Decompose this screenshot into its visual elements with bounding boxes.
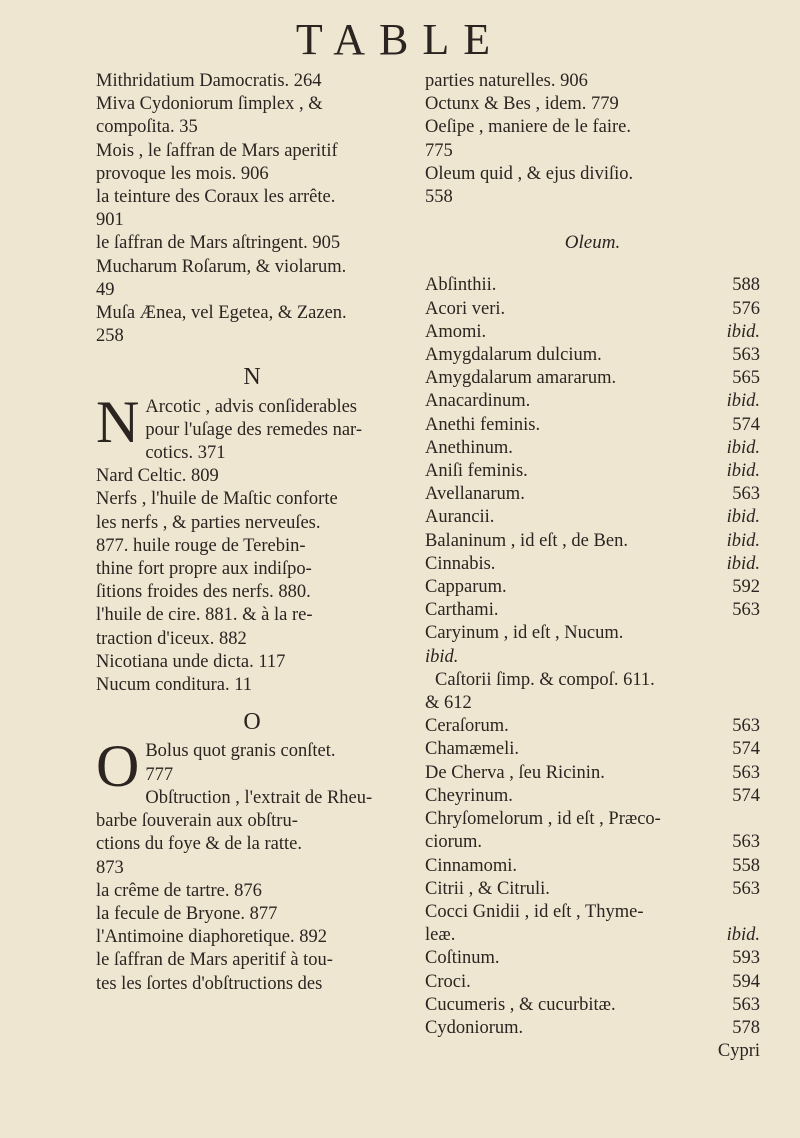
entry-ref: 578 bbox=[732, 1017, 760, 1038]
oleum-entry bbox=[425, 414, 760, 437]
entry-name: leæ. bbox=[425, 925, 456, 946]
caryinum-line: Caryinum , id eſt , Nucum. bbox=[425, 623, 624, 644]
index-line: tes les ſortes d'obſtructions des bbox=[96, 973, 323, 994]
index-line: 873 bbox=[96, 857, 124, 878]
entry-ref: 565 bbox=[732, 368, 760, 389]
entry-name: Anacardinum. bbox=[425, 391, 531, 412]
index-line: Mithridatium Damocratis. 264 bbox=[96, 71, 322, 91]
left-column bbox=[96, 70, 408, 996]
index-line: Oeſipe , maniere de le faire. bbox=[425, 117, 631, 138]
caryinum-ref: ibid. bbox=[425, 646, 459, 667]
index-line: la crême de tartre. 876 bbox=[96, 880, 262, 901]
index-line: Nucum conditura. 11 bbox=[96, 675, 253, 696]
drop-cap-n: N bbox=[96, 388, 140, 455]
section-letter-n: N bbox=[243, 364, 261, 391]
entry-ref: 563 bbox=[732, 878, 760, 899]
index-line: 901 bbox=[96, 210, 124, 231]
oleum-entry bbox=[425, 971, 760, 994]
index-line: pour l'uſage des remedes nar- bbox=[145, 419, 362, 440]
index-line: traction d'iceux. 882 bbox=[96, 628, 247, 649]
oleum-list-2 bbox=[425, 715, 760, 808]
entry-ref: 574 bbox=[732, 739, 760, 760]
entry-name: Amygdalarum amararum. bbox=[425, 368, 617, 389]
catchword: Cypri bbox=[717, 1041, 760, 1062]
oleum-entry bbox=[425, 437, 760, 460]
n-entries bbox=[96, 388, 408, 698]
index-line: thine fort propre aux indiſpo- bbox=[96, 559, 312, 580]
oleum-entry bbox=[425, 738, 760, 761]
m-entries bbox=[96, 70, 408, 348]
entry-ref: ibid. bbox=[726, 925, 760, 946]
oleum-entry bbox=[425, 878, 760, 901]
index-line: ctions du foye & de la ratte. bbox=[96, 834, 303, 855]
entry-ref: 574 bbox=[732, 785, 760, 806]
castorii-line: Caſtorii ſimp. & compoſ. 611. bbox=[435, 669, 655, 690]
entry-name: Amygdalarum dulcium. bbox=[425, 345, 602, 366]
oleum-entry bbox=[425, 576, 760, 599]
drop-cap-o: O bbox=[96, 733, 140, 800]
entry-name: Cinnabis. bbox=[425, 553, 496, 574]
entry-name: Cinnamomi. bbox=[425, 855, 517, 876]
oleum-entry bbox=[425, 762, 760, 785]
oleum-list-3 bbox=[425, 855, 760, 901]
oleum-entry bbox=[425, 321, 760, 344]
entry-name: Acori veri. bbox=[425, 298, 506, 319]
index-line: 49 bbox=[96, 279, 115, 300]
oleum-entry bbox=[425, 1017, 760, 1040]
index-line: l'huile de cire. 881. & à la re- bbox=[96, 605, 313, 626]
index-line: Arcotic , advis conſiderables bbox=[145, 396, 357, 417]
entry-name: Capparum. bbox=[425, 577, 507, 598]
index-line: Mucharum Roſarum, & violarum. bbox=[96, 256, 347, 277]
oleum-entry bbox=[425, 530, 760, 553]
index-line: cotics. 371 bbox=[145, 443, 226, 464]
page-title: TABLE bbox=[295, 15, 505, 64]
cocci-row bbox=[425, 924, 760, 947]
oleum-entry bbox=[425, 274, 760, 297]
o-entries bbox=[96, 733, 408, 995]
entry-ref: ibid. bbox=[726, 437, 760, 458]
index-line: Miva Cydoniorum ſimplex , & bbox=[96, 94, 323, 115]
entry-ref: 592 bbox=[732, 577, 760, 598]
index-line: les nerfs , & parties nerveuſes. bbox=[96, 512, 321, 533]
index-line: barbe ſouverain aux obſtru- bbox=[96, 811, 298, 832]
entry-ref: 594 bbox=[732, 971, 760, 992]
entry-ref: ibid. bbox=[726, 321, 760, 342]
entry-name: Avellanarum. bbox=[425, 484, 525, 505]
oleum-subheading: Oleum. bbox=[564, 232, 621, 254]
entry-name: Ceraſorum. bbox=[425, 716, 509, 737]
entry-ref: 563 bbox=[732, 345, 760, 366]
entry-ref: 593 bbox=[732, 948, 760, 969]
oleum-entry bbox=[425, 553, 760, 576]
index-line: Octunx & Bes , idem. 779 bbox=[425, 94, 619, 115]
chryso-line: Chryſomelorum , id eſt , Præco- bbox=[425, 809, 661, 830]
entry-name: Abſinthii. bbox=[425, 275, 497, 296]
entry-name: Balaninum , id eſt , de Ben. bbox=[425, 530, 628, 551]
entry-name: Chamæmeli. bbox=[425, 739, 520, 760]
entry-name: De Cherva , ſeu Ricinin. bbox=[425, 762, 605, 783]
index-line: 558 bbox=[425, 187, 453, 208]
entry-ref: 563 bbox=[732, 716, 760, 737]
oleum-entry bbox=[425, 599, 760, 622]
oleum-list-4 bbox=[425, 947, 760, 1040]
index-line: 777 bbox=[145, 764, 174, 785]
oleum-entry bbox=[425, 390, 760, 413]
chryso-row bbox=[425, 831, 760, 854]
index-line: la fecule de Bryone. 877 bbox=[96, 903, 278, 924]
index-line: le ſaffran de Mars aſtringent. 905 bbox=[96, 233, 341, 254]
entry-ref: 576 bbox=[732, 298, 760, 319]
index-line: Nicotiana unde dicta. 117 bbox=[96, 651, 286, 672]
entry-ref: ibid. bbox=[726, 507, 760, 528]
catchword-row bbox=[425, 1040, 760, 1063]
oleum-entry bbox=[425, 460, 760, 483]
entry-name: Croci. bbox=[425, 971, 471, 992]
n-section bbox=[96, 388, 408, 698]
oleum-entry bbox=[425, 947, 760, 970]
entry-ref: 588 bbox=[732, 275, 760, 296]
o-section bbox=[96, 733, 408, 995]
index-line: la teinture des Coraux les arrête. bbox=[96, 187, 336, 208]
entry-ref: 563 bbox=[732, 600, 760, 621]
entry-name: Anethinum. bbox=[425, 437, 513, 458]
entry-name: Carthami. bbox=[425, 600, 499, 621]
entry-ref: 563 bbox=[732, 832, 760, 853]
entry-name: Cheyrinum. bbox=[425, 785, 513, 806]
entry-name: Coſtinum. bbox=[425, 948, 500, 969]
oleum-entry bbox=[425, 785, 760, 808]
index-line: Obſtruction , l'extrait de Rheu- bbox=[145, 787, 373, 808]
castorii-ref: & 612 bbox=[425, 693, 472, 714]
oleum-entry bbox=[425, 298, 760, 321]
index-line: Muſa Ænea, vel Egetea, & Zazen. bbox=[96, 303, 347, 324]
entry-ref: 563 bbox=[732, 994, 760, 1015]
index-line: le ſaffran de Mars aperitif à tou- bbox=[96, 950, 333, 971]
index-line: 258 bbox=[96, 326, 124, 347]
index-line: Oleum quid , & ejus diviſio. bbox=[425, 163, 634, 184]
index-line: l'Antimoine diaphoretique. 892 bbox=[96, 927, 327, 948]
index-line: provoque les mois. 906 bbox=[96, 163, 269, 184]
entry-name: Cydoniorum. bbox=[425, 1017, 524, 1038]
entry-ref: 563 bbox=[732, 762, 760, 783]
index-line: parties naturelles. 906 bbox=[425, 71, 588, 91]
entry-name: ciorum. bbox=[425, 832, 483, 853]
index-line: 877. huile rouge de Terebin- bbox=[96, 535, 306, 556]
top-entries bbox=[425, 70, 760, 209]
oleum-entry bbox=[425, 367, 760, 390]
entry-name: Anethi feminis. bbox=[425, 414, 541, 435]
entry-ref: ibid. bbox=[726, 391, 760, 412]
index-line: Bolus quot granis conſtet. bbox=[145, 741, 336, 762]
oleum-list-1 bbox=[425, 274, 760, 622]
index-line: compoſita. 35 bbox=[96, 117, 198, 138]
oleum-entry bbox=[425, 483, 760, 506]
entry-name: Aniſi feminis. bbox=[425, 461, 528, 482]
oleum-entry bbox=[425, 344, 760, 367]
cocci-line: Cocci Gnidii , id eſt , Thyme- bbox=[425, 901, 644, 922]
entry-name: Citrii , & Citruli. bbox=[425, 878, 550, 899]
oleum-entry bbox=[425, 715, 760, 738]
entry-name: Cucumeris , & cucurbitæ. bbox=[425, 994, 616, 1015]
index-line: Nerfs , l'huile de Maſtic conforte bbox=[96, 489, 338, 510]
index-line: Mois , le ſaffran de Mars aperitif bbox=[96, 140, 338, 161]
entry-name: Aurancii. bbox=[425, 507, 495, 528]
index-line: 775 bbox=[425, 140, 453, 161]
entry-name: Amomi. bbox=[425, 321, 487, 342]
oleum-entry bbox=[425, 506, 760, 529]
entry-ref: ibid. bbox=[726, 530, 760, 551]
oleum-entry bbox=[425, 994, 760, 1017]
entry-ref: ibid. bbox=[726, 553, 760, 574]
index-line: Nard Celtic. 809 bbox=[96, 466, 219, 487]
right-column bbox=[425, 70, 760, 1063]
entry-ref: 574 bbox=[732, 414, 760, 435]
index-line: ſitions froides des nerfs. 880. bbox=[96, 582, 311, 603]
oleum-entry bbox=[425, 855, 760, 878]
entry-ref: 558 bbox=[732, 855, 760, 876]
section-letter-o: O bbox=[243, 709, 261, 736]
entry-ref: 563 bbox=[732, 484, 760, 505]
entry-ref: ibid. bbox=[726, 461, 760, 482]
